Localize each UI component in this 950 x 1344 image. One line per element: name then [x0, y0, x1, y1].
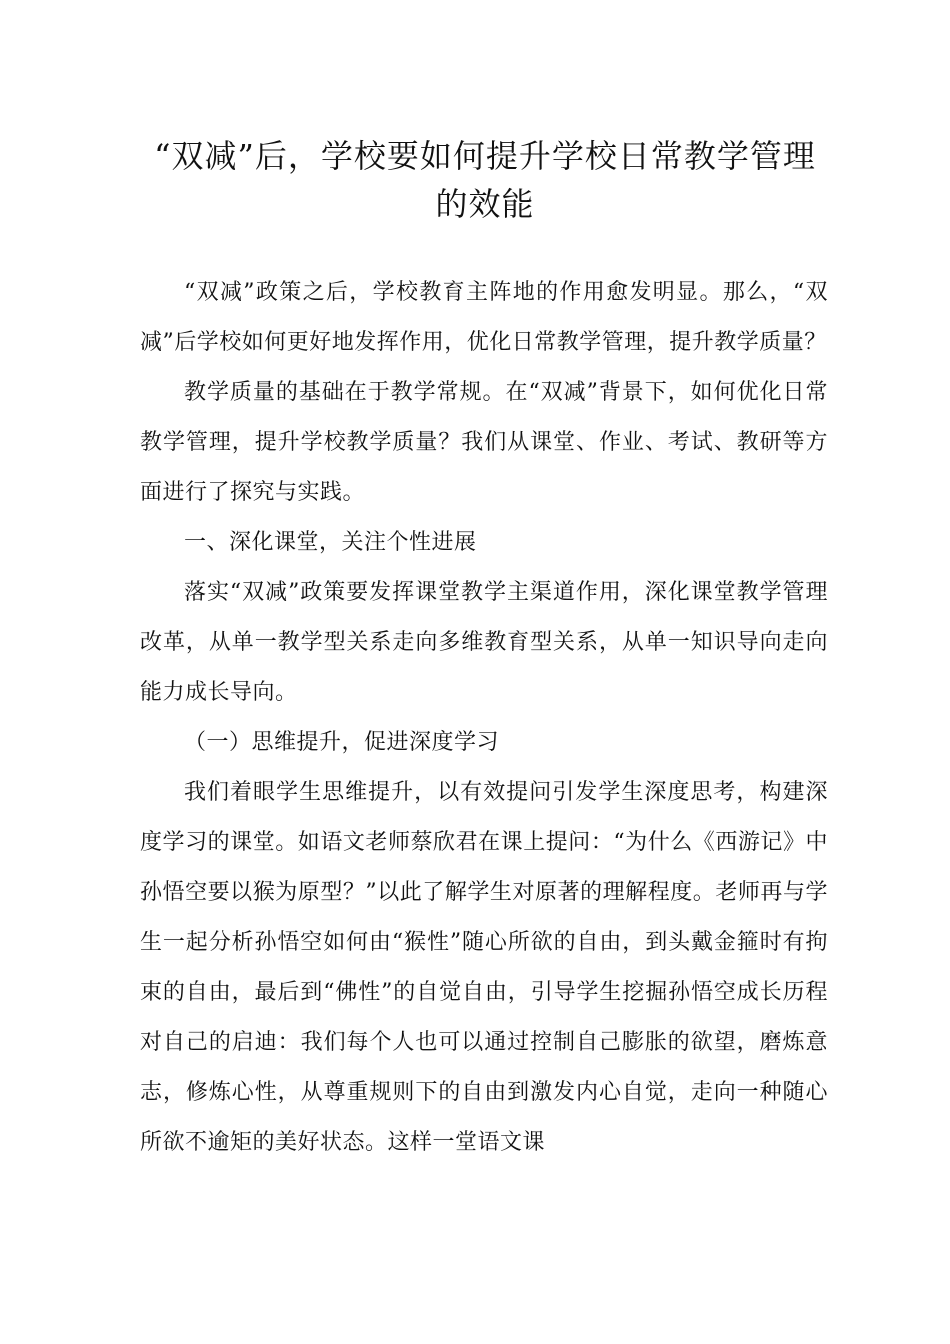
section-heading-1: 一、深化课堂，关注个性进展 — [184, 530, 477, 555]
paragraph-basis: 教学质量的基础在于教学常规。在“双减”背景下，如何优化日常教学管理，提升学校教学质量？我们从课堂、作业、考试、教研等方面进行了探究与实践。 — [140, 380, 828, 505]
subsection-heading-1: （一）思维提升，促进深度学习 — [184, 730, 500, 755]
paragraph-section-1: 落实“双减”政策要发挥课堂教学主渠道作用，深化课堂教学管理改革，从单一教学型关系走向多维教育型关系，从单一知识导向走向能力成长导向。 — [140, 580, 828, 705]
document-title: “双减”后，学校要如何提升学校日常教学管理的效能 — [154, 137, 816, 223]
paragraph-intro: “双减”政策之后，学校教育主阵地的作用愈发明显。那么，“双减”后学校如何更好地发挥作用，优化日常教学管理，提升教学质量？ — [140, 280, 828, 355]
paragraph-subsection-1: 我们着眼学生思维提升，以有效提问引发学生深度思考，构建深度学习的课堂。如语文老师蔡欣君在课上提问：“为什么《西游记》中孙悟空要以猴为原型？”以此了解学生对原著的理解程度。老师再与学生一起分析孙悟空如何由“猴性”随心所欲的自由，到头戴金箍时有拘束的自由，最后到“佛性”的自觉自由，引导学生挖掘孙悟空成长历程对自己的启迪：我们每个人也可以通过控制自己膨胀的欲望，磨炼意志，修炼心性，从尊重规则下的自由到激发内心自觉，走向一种随心所欲不逾矩的美好状态。这样一堂语文课 — [140, 780, 828, 1155]
document-body — [140, 268, 828, 1168]
